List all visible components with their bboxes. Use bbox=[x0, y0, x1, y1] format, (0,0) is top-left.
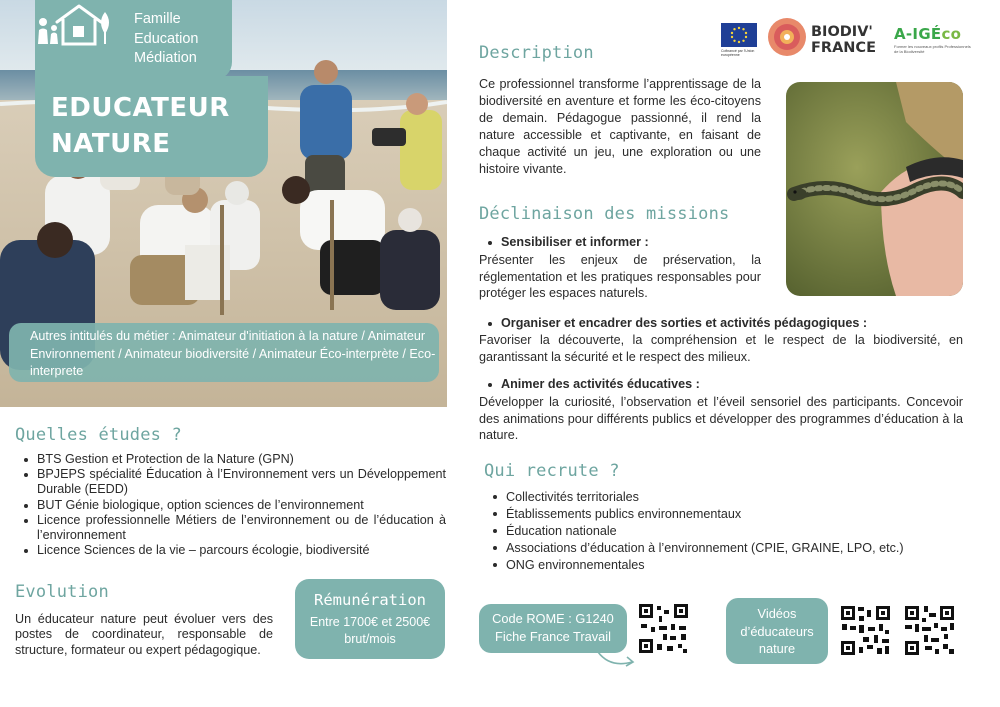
recruiter-item: Établissements publics environnementaux bbox=[484, 506, 954, 523]
mission-title: Organiser et encadrer des sorties et activités pédagogiques : bbox=[479, 316, 969, 331]
biodiv-flower-icon bbox=[767, 17, 807, 57]
mission-text: Favoriser la découverte, la compréhension et le respect de la biodiversité, en garantissant la sécurité et le respect des milieux. bbox=[479, 333, 963, 364]
alternative-titles: Autres intitulés du métier : Animateur d'initiation à la nature / Animateur Environnement / Animateur biodiversité / Animateur Éco-interprète / Eco-interprete bbox=[9, 323, 439, 382]
recruiter-item: Éducation nationale bbox=[484, 523, 954, 540]
qr-code-video-1[interactable] bbox=[839, 604, 892, 657]
remuneration-heading: Rémunération bbox=[314, 591, 426, 609]
category-box bbox=[35, 0, 232, 80]
biodiv-logo-line: FRANCE bbox=[811, 40, 876, 56]
biodiv-france-logo bbox=[767, 17, 876, 62]
aigeco-name-part: co bbox=[941, 25, 962, 43]
videos-link[interactable] bbox=[726, 598, 828, 664]
recruiter-item: Collectivités territoriales bbox=[484, 489, 954, 506]
mission-title: Animer des activités éducatives : bbox=[479, 377, 969, 392]
description-text: Ce professionnel transforme l’apprentissage de la biodiversité en aventure et forme les éco-citoyens de demain. Pédagogue passionné, il rend la nature accessible et captivante, en faisant de chaque activité un jeu, une exploration ou une histoire vivante. bbox=[479, 77, 761, 176]
biodiv-logo-line: BIODIV' bbox=[811, 24, 873, 40]
eu-logo-caption: Cofinancé par l'Union européenne bbox=[721, 49, 755, 57]
missions-heading: Déclinaison des missions bbox=[479, 204, 730, 224]
mission-text: Présenter les enjeux de préservation, la réglementation et les pratiques responsables pour protéger les espaces naturels. bbox=[479, 253, 761, 301]
curved-arrow-icon bbox=[596, 648, 638, 670]
job-title-box bbox=[35, 76, 268, 177]
study-item: BUT Génie biologique, option sciences de l’environnement bbox=[15, 498, 446, 513]
studies-heading: Quelles études ? bbox=[15, 425, 182, 445]
france-travail-label: Fiche France Travail bbox=[495, 628, 611, 644]
snake-photo bbox=[786, 82, 963, 296]
mission-1 bbox=[479, 235, 761, 250]
recruiter-item: ONG environnementales bbox=[484, 557, 954, 574]
mission-text: Développer la curiosité, l’observation et l’éveil sensoriel des participants. Concevoir des animations pour différents publics et développer des programmes d’éducation à la nature. bbox=[479, 395, 963, 443]
mission-title: Sensibiliser et informer : bbox=[479, 235, 761, 250]
qr-code-france-travail[interactable] bbox=[637, 602, 690, 655]
aigeco-tagline: Former les nouveaux profils Professionnels de la Biodiversité bbox=[894, 44, 971, 54]
job-title-line: NATURE bbox=[51, 129, 171, 159]
eu-flag-icon bbox=[721, 23, 757, 47]
study-item: Licence professionnelle Métiers de l’environnement ou de l’éducation à l’environnement bbox=[15, 513, 446, 543]
rome-code: Code ROME : G1240 bbox=[492, 611, 614, 626]
recruiters-heading: Qui recrute ? bbox=[484, 461, 620, 481]
videos-label-line: nature bbox=[758, 641, 796, 656]
studies-list bbox=[15, 452, 446, 558]
mission-2 bbox=[479, 316, 969, 331]
evolution-text: Un éducateur nature peut évoluer vers des postes de coordinateur, responsable de structure, formateur ou expert pédagogique. bbox=[15, 612, 273, 657]
mission-3 bbox=[479, 377, 969, 392]
category-line: Famille bbox=[134, 11, 181, 27]
remuneration-amount: Entre 1700€ et 2500€ brut/mois bbox=[309, 615, 431, 646]
family-house-icon bbox=[35, 0, 113, 50]
recruiters-list bbox=[484, 489, 954, 574]
study-item: BTS Gestion et Protection de la Nature (GPN) bbox=[15, 452, 446, 467]
study-item: Licence Sciences de la vie – parcours écologie, biodiversité bbox=[15, 543, 446, 558]
videos-label-line: Vidéos bbox=[757, 606, 797, 621]
evolution-heading: Evolution bbox=[15, 582, 109, 602]
aigeco-name-part: A-IGÉ bbox=[894, 25, 942, 43]
description-heading: Description bbox=[479, 43, 594, 63]
recruiter-item: Associations d’éducation à l’environnement (CPIE, GRAINE, LPO, etc.) bbox=[484, 540, 954, 557]
job-title-line: EDUCATEUR bbox=[51, 93, 230, 123]
beach-activity-photo bbox=[0, 0, 447, 407]
category-line: Education bbox=[134, 30, 199, 47]
category-label bbox=[134, 10, 199, 69]
videos-label-line: d’éducateurs bbox=[740, 623, 814, 639]
snake-on-hand-illustration bbox=[786, 82, 963, 296]
remuneration-box bbox=[295, 579, 445, 659]
study-item: BPJEPS spécialité Éducation à l’Environnement vers un Développement Durable (EEDD) bbox=[15, 467, 446, 497]
category-line: Médiation bbox=[134, 50, 197, 66]
eu-logo bbox=[721, 23, 757, 61]
qr-code-video-2[interactable] bbox=[903, 604, 956, 657]
rome-code-link[interactable] bbox=[479, 604, 627, 653]
aigeco-logo bbox=[894, 25, 974, 54]
